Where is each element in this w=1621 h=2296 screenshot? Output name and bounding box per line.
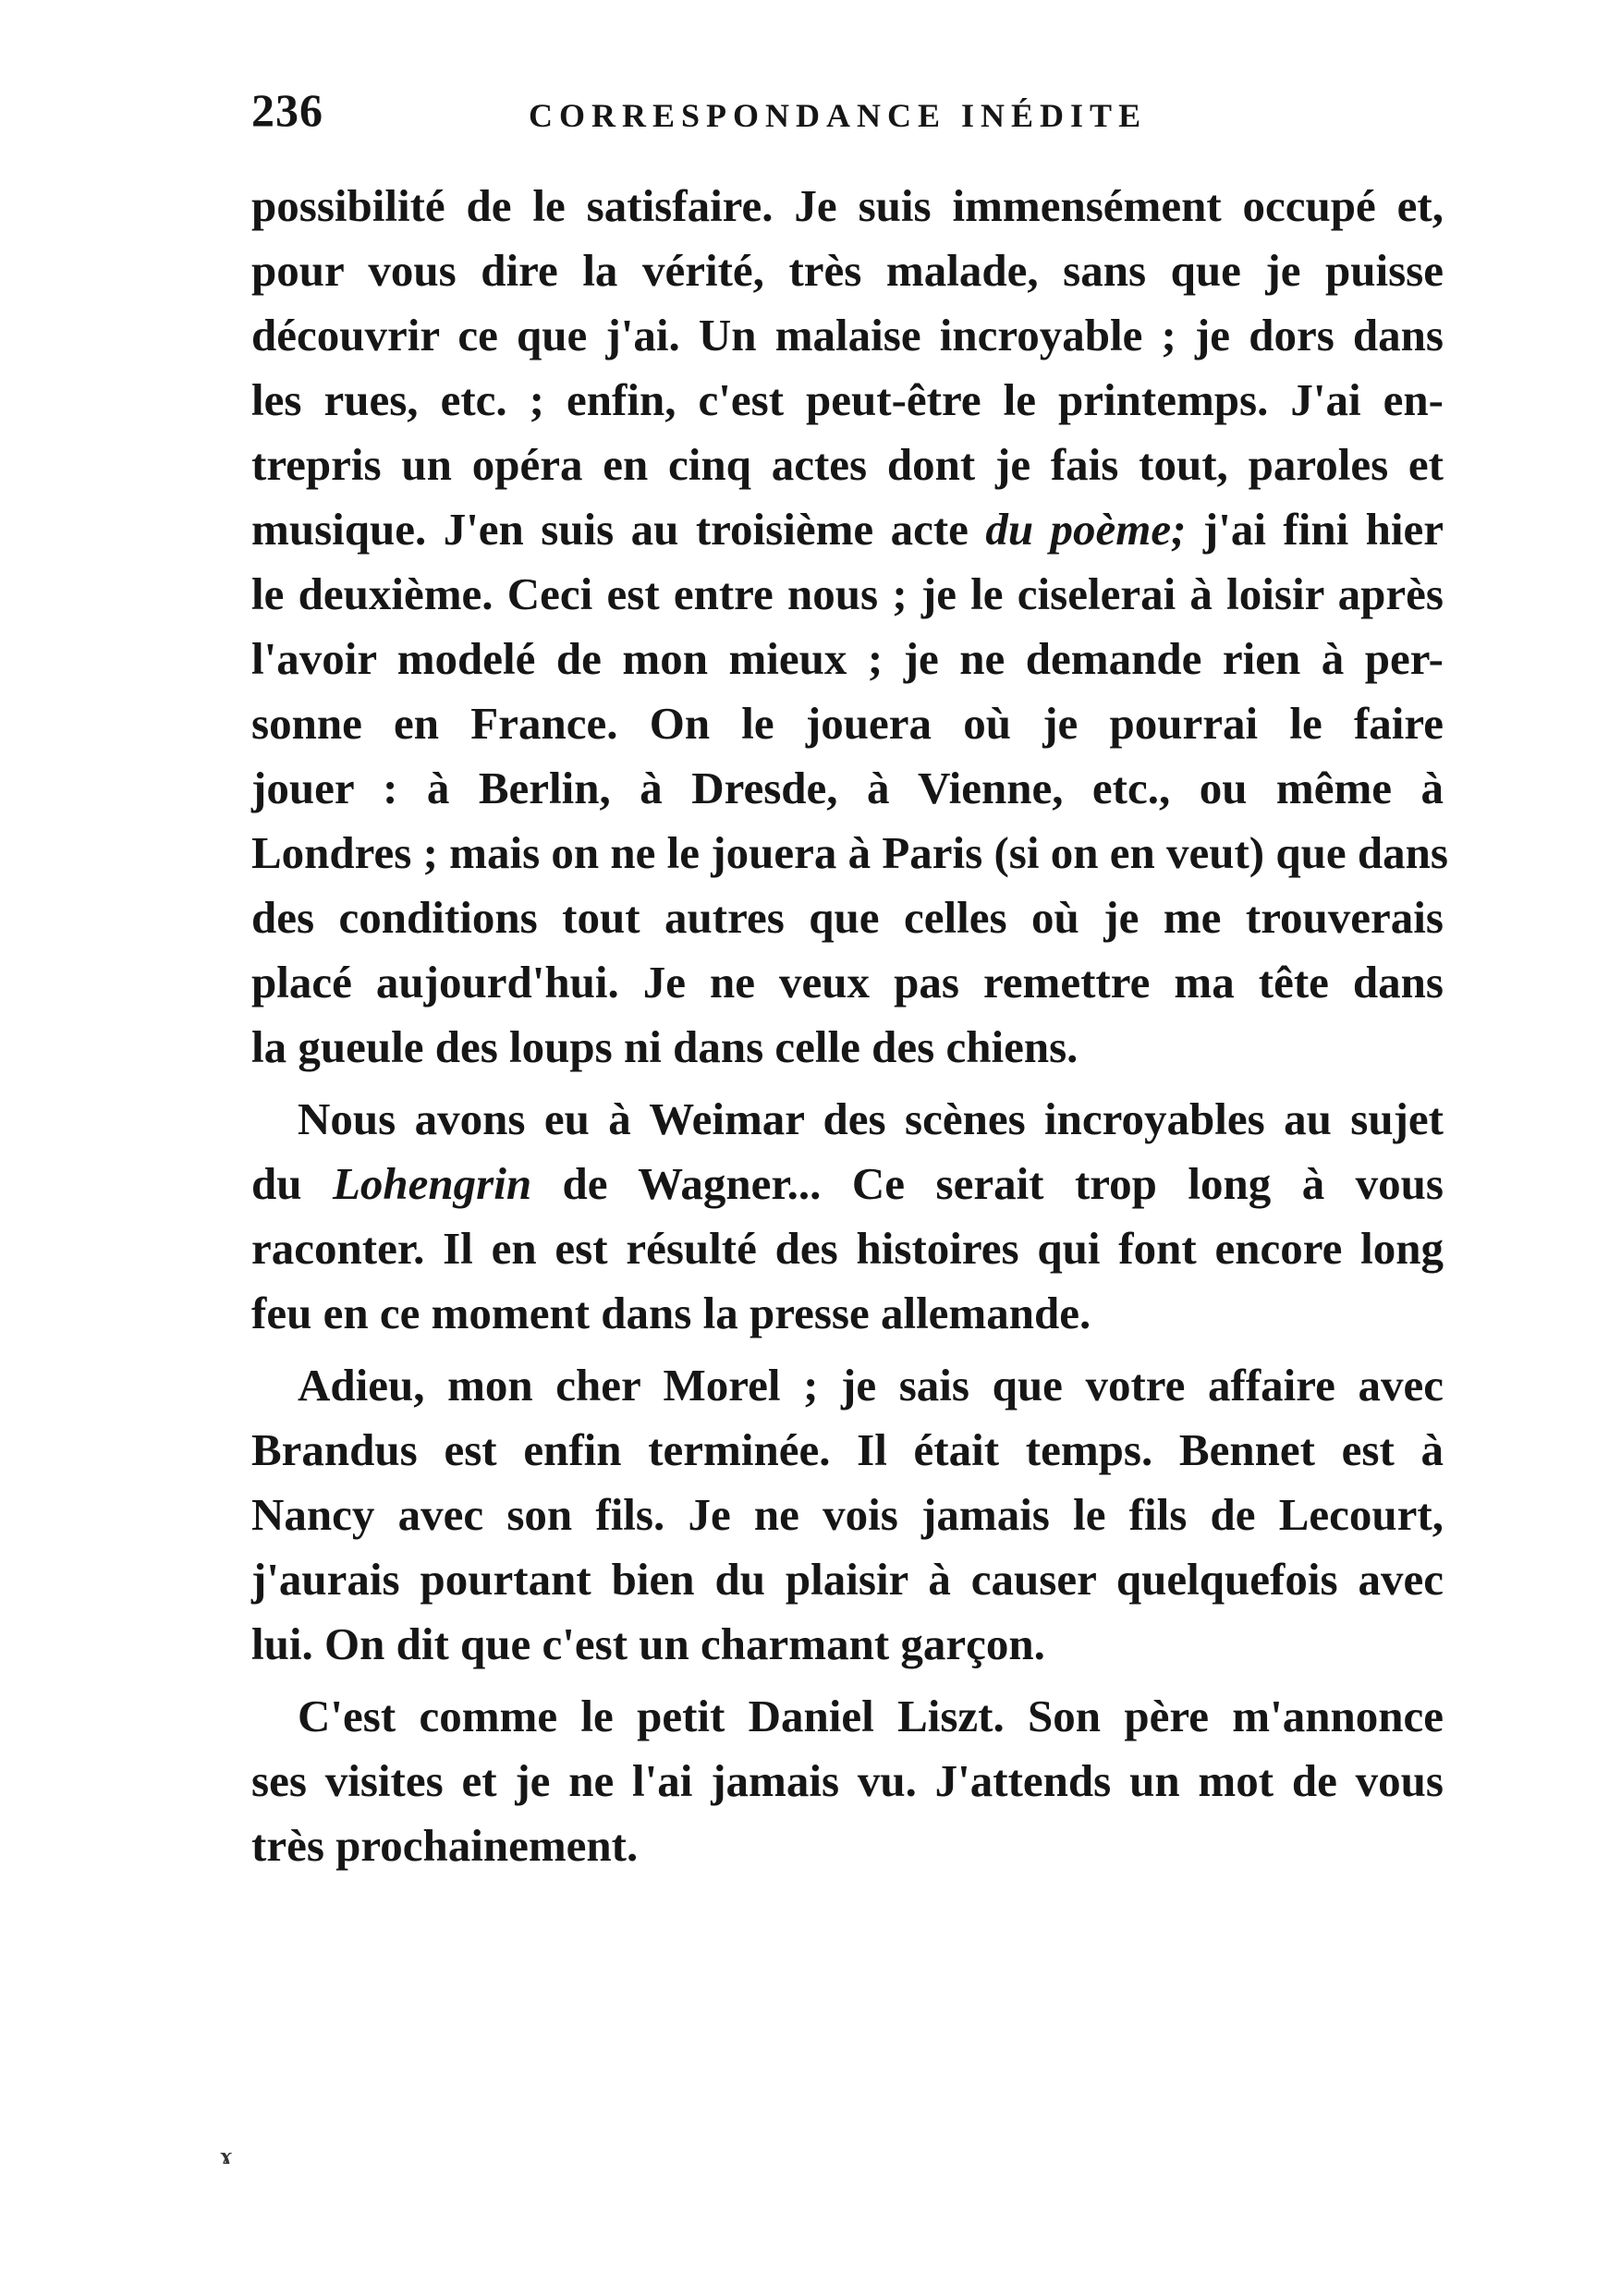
text-line: pour vous dire la vérité, très malade, sans que je puisse [251, 245, 1444, 296]
text-line: C'est comme le petit Daniel Liszt. Son père m'annonce [298, 1691, 1444, 1741]
text-segment: du [251, 1158, 333, 1209]
text-line: Londres ; mais on ne le jouera à Paris (si on en veut) que dans [251, 827, 1448, 878]
text-segment: j'ai fini hier [1186, 504, 1444, 555]
text-line: ses visites et je ne l'ai jamais vu. J'attends un mot de vous [251, 1755, 1444, 1806]
text-segment: de Wagner... Ce serait trop long à vous [531, 1158, 1444, 1209]
text-line: les rues, etc. ; enfin, c'est peut-être le printemps. J'ai en- [251, 374, 1444, 425]
text-line: le deuxième. Ceci est entre nous ; je le ciselerai à loisir après [251, 568, 1444, 619]
page-number: 236 [251, 84, 323, 136]
text-line: j'aurais pourtant bien du plaisir à causer quelquefois avec [251, 1554, 1444, 1605]
text-line: jouer : à Berlin, à Dresde, à Vienne, etc., ou même à [251, 763, 1444, 813]
text-line: raconter. Il en est résulté des histoires qui font encore long [251, 1223, 1444, 1274]
italic-segment: du poème; [985, 504, 1187, 555]
running-title: CORRESPONDANCE INÉDITE [529, 97, 1148, 134]
text-line: lui. On dit que c'est un charmant garçon. [251, 1618, 1045, 1669]
paragraph [251, 1353, 1444, 1677]
text-line [251, 1152, 1444, 1216]
text-line: feu en ce moment dans la presse allemande. [251, 1288, 1091, 1338]
text-line: découvrir ce que j'ai. Un malaise incroyable ; je dors dans [251, 310, 1444, 360]
text-segment: musique. J'en suis au troisième acte [251, 504, 986, 555]
text-line: possibilité de le satisfaire. Je suis immensément occupé et, [251, 180, 1444, 231]
paragraph [251, 1684, 1444, 1878]
text-line: Nous avons eu à Weimar des scènes incroyables au sujet [298, 1093, 1444, 1144]
text-line: des conditions tout autres que celles où je me trouverais [251, 892, 1444, 943]
text-line: Adieu, mon cher Morel ; je sais que votre affaire avec [298, 1360, 1444, 1411]
letter-body [251, 174, 1448, 1878]
paragraph [251, 174, 1448, 1080]
text-line: trepris un opéra en cinq actes dont je fais tout, paroles et [251, 439, 1444, 490]
text-line: très prochainement. [251, 1820, 639, 1871]
text-line: sonne en France. On le jouera où je pourrai le faire [251, 698, 1444, 749]
text-line: l'avoir modelé de mon mieux ; je ne demande rien à per- [251, 633, 1444, 684]
text-line [251, 497, 1444, 562]
italic-segment: Lohengrin [332, 1158, 532, 1209]
text-line: la gueule des loups ni dans celle des chiens. [251, 1021, 1079, 1072]
running-head [251, 83, 1444, 148]
printer-mark: ɤ [220, 2143, 233, 2169]
paragraph [251, 1087, 1444, 1346]
text-line: Brandus est enfin terminée. Il était temps. Bennet est à [251, 1424, 1444, 1475]
text-line: Nancy avec son fils. Je ne vois jamais le fils de Lecourt, [251, 1489, 1444, 1540]
text-line: placé aujourd'hui. Je ne veux pas remettre ma tête dans [251, 957, 1444, 1008]
